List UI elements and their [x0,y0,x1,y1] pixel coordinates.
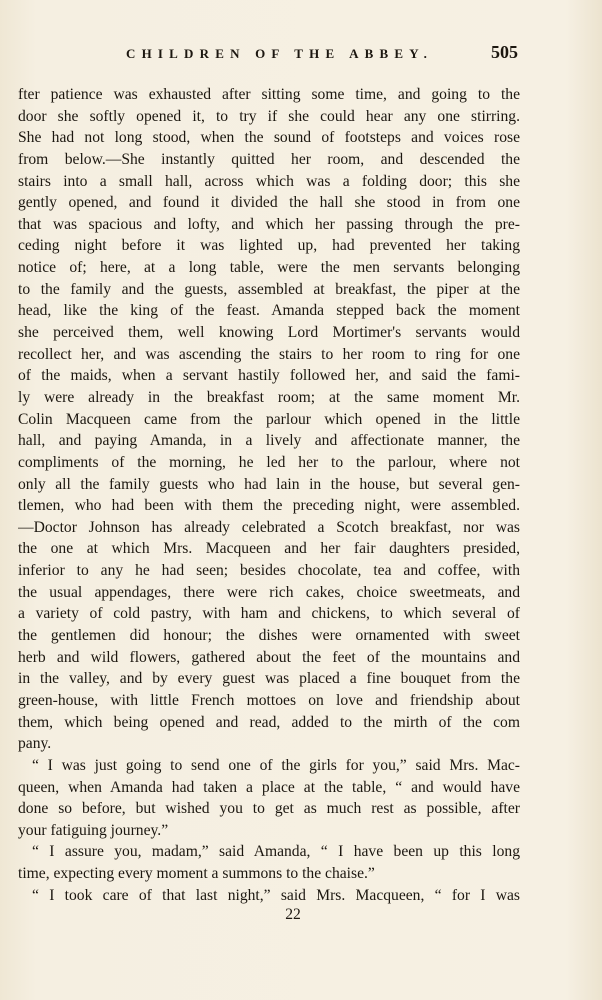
text-line: fter patience was exhausted after sitting some time, and going to the [18,86,520,103]
text-line: tlemen, who had been with them the preceding night, were assembled. [18,497,520,515]
running-header [0,44,602,70]
text-line: pany. [18,735,52,753]
text-line: inferior to any he had seen; besides chocolate, tea and coffee, with [18,562,520,580]
text-line: stairs into a small hall, across which was a folding door; this she [18,172,520,190]
text-line: gently opened, and found it divided the hall she stood in from one [18,194,520,212]
text-line: door she softly opened it, to try if she could hear any one stirring. [18,107,520,125]
text-line: the one at which Mrs. Macqueen and her fair daughters presided, [18,540,520,558]
text-line: —Doctor Johnson has already celebrated a Scotch breakfast, nor was [18,518,520,536]
text-line: head, like the king of the feast. Amanda stepped back the moment [18,302,520,320]
text-line: from below.—She instantly quitted her room, and descended the [18,150,520,168]
text-line: done so before, but wished you to get as much rest as possible, after [18,800,520,818]
text-line: she perceived them, well knowing Lord Mortimer's servants would [18,324,520,342]
text-line: a variety of cold pastry, with ham and chickens, to which several of [18,605,520,623]
text-line: queen, when Amanda had taken a place at the table, “ and would have [18,778,520,796]
text-line: them, which being opened and read, added to the mirth of the com [18,713,520,731]
text-line: green-house, with little French mottoes on love and friendship about [18,691,520,709]
text-line: the gentlemen did honour; the dishes were ornamented with sweet [18,627,520,645]
text-line: to the family and the guests, assembled at breakfast, the piper at the [18,280,520,298]
text-line: She had not long stood, when the sound of footsteps and voices rose [18,129,520,147]
text-line: your fatiguing journey.” [18,821,169,839]
text-line: the usual appendages, there were rich cakes, choice sweetmeats, and [18,583,520,601]
text-line: “ I assure you, madam,” said Amanda, “ I have been up this long [32,843,520,861]
body-text [18,84,520,906]
text-line: hall, and paying Amanda, in a lively and affectionate manner, the [18,432,520,450]
running-title: CHILDREN OF THE ABBEY. [126,46,434,61]
text-line: only all the family guests who had lain in the house, but several gen- [18,475,520,493]
text-line: ceding night before it was lighted up, had prevented her taking [18,237,520,255]
text-line: of the maids, when a servant hastily followed her, and said the fami- [18,367,520,385]
page-number: 505 [491,42,518,62]
text-line: compliments of the morning, he led her to the parlour, where not [18,453,520,471]
text-line: Colin Macqueen came from the parlour which opened in the little [18,410,520,428]
text-line: notice of; here, at a long table, were the men servants belonging [18,259,520,277]
text-line: in the valley, and by every guest was placed a fine bouquet from the [18,670,520,688]
text-line: “ I was just going to send one of the girls for you,” said Mrs. Mac- [32,756,520,774]
text-line: time, expecting every moment a summons to the chaise.” [18,865,375,883]
signature-mark: 22 [285,906,301,923]
text-line: recollect her, and was ascending the stairs to her room to ring for one [18,345,520,363]
text-line: herb and wild flowers, gathered about the feet of the mountains and [18,648,520,666]
text-line: that was spacious and lofty, and which her passing through the pre- [18,215,520,233]
text-line: ly were already in the breakfast room; at the same moment Mr. [18,388,520,406]
text-line: “ I took care of that last night,” said Mrs. Macqueen, “ for I was [32,886,520,904]
